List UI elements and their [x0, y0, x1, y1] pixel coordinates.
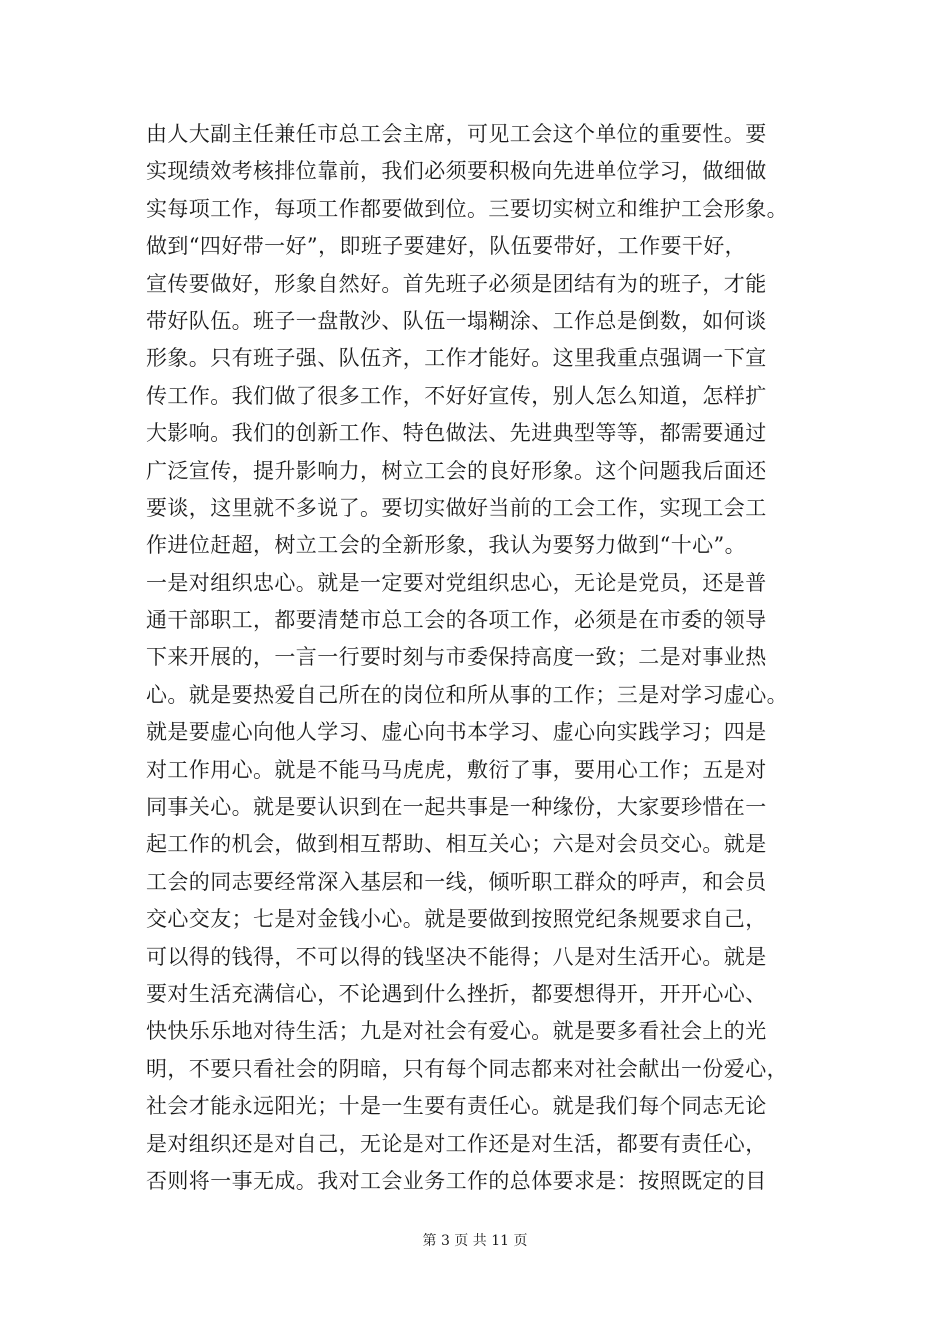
body-line: 心。就是要热爱自己所在的岗位和所从事的工作；三是对学习虚心。 [146, 682, 788, 707]
body-line: 实现绩效考核排位靠前，我们必须要积极向先进单位学习，做细做 [146, 159, 767, 184]
body-line: 传工作。我们做了很多工作，不好好宣传，别人怎么知道，怎样扩 [146, 383, 767, 408]
body-line: 大影响。我们的创新工作、特色做法、先进典型等等，都需要通过 [146, 421, 767, 446]
body-line: 广泛宣传，提升影响力，树立工会的良好形象。这个问题我后面还 [146, 458, 767, 483]
body-line: 作进位赶超，树立工会的全新形象，我认为要努力做到“十心”。 [146, 533, 747, 558]
body-line: 工会的同志要经常深入基层和一线，倾听职工群众的呼声，和会员 [146, 869, 767, 894]
body-line: 是对组织还是对自己，无论是对工作还是对生活，都要有责任心， [146, 1131, 767, 1156]
body-line: 否则将一事无成。我对工会业务工作的总体要求是：按照既定的目 [146, 1168, 767, 1193]
body-line: 起工作的机会，做到相互帮助、相互关心；六是对会员交心。就是 [146, 832, 767, 857]
body-line: 对工作用心。就是不能马马虎虎，敷衍了事，要用心工作；五是对 [146, 757, 767, 782]
body-line: 同事关心。就是要认识到在一起共事是一种缘份，大家要珍惜在一 [146, 795, 767, 820]
body-line: 明，不要只看社会的阴暗，只有每个同志都来对社会献出一份爱心， [146, 1056, 788, 1081]
body-line: 社会才能永远阳光；十是一生要有责任心。就是我们每个同志无论 [146, 1094, 767, 1119]
body-line: 快快乐乐地对待生活；九是对社会有爱心。就是要多看社会上的光 [146, 1019, 767, 1044]
body-line: 形象。只有班子强、队伍齐，工作才能好。这里我重点强调一下宣 [146, 346, 767, 371]
body-text [146, 116, 812, 1200]
body-line: 通干部职工，都要清楚市总工会的各项工作，必须是在市委的领导 [146, 608, 767, 633]
page-footer: 第 3 页 共 11 页 [422, 1233, 528, 1249]
body-line: 要对生活充满信心，不论遇到什么挫折，都要想得开，开开心心、 [146, 981, 767, 1006]
body-line: 由人大副主任兼任市总工会主席，可见工会这个单位的重要性。要 [146, 122, 767, 146]
body-line: 带好队伍。班子一盘散沙、队伍一塌糊涂、工作总是倒数，如何谈 [146, 308, 767, 333]
body-line: 要谈，这里就不多说了。要切实做好当前的工会工作，实现工会工 [146, 495, 767, 520]
body-line: 一是对组织忠心。就是一定要对党组织忠心，无论是党员，还是普 [146, 570, 767, 595]
body-line: 就是要虚心向他人学习、虚心向书本学习、虚心向实践学习；四是 [146, 720, 767, 745]
body-line: 宣传要做好，形象自然好。首先班子必须是团结有为的班子，才能 [146, 271, 767, 296]
body-line: 实每项工作，每项工作都要做到位。三要切实树立和维护工会形象。 [146, 196, 788, 221]
body-line: 下来开展的，一言一行要时刻与市委保持高度一致；二是对事业热 [146, 645, 767, 670]
body-line: 做到“四好带一好”，即班子要建好，队伍要带好，工作要干好， [146, 234, 747, 259]
body-line: 交心交友；七是对金钱小心。就是要做到按照党纪条规要求自己， [146, 907, 767, 932]
body-line: 可以得的钱得，不可以得的钱坚决不能得；八是对生活开心。就是 [146, 944, 767, 969]
